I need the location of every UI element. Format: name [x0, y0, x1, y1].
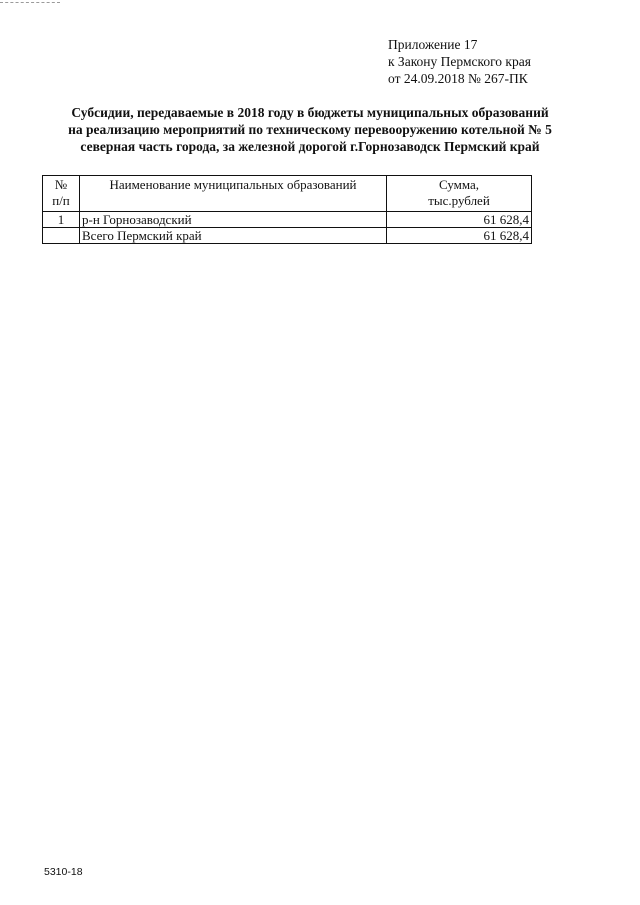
subsidy-table	[42, 175, 532, 244]
header-sum-line-2: тыс.рублей	[428, 193, 490, 208]
total-sum: 61 628,4	[387, 228, 532, 244]
header-number-line-1: №	[54, 177, 68, 192]
row-sum: 61 628,4	[387, 212, 532, 228]
document-code: 5310-18	[44, 866, 83, 878]
header-municipality-name: Наименование муниципальных образований	[80, 176, 387, 212]
appendix-law-reference: к Закону Пермского края	[388, 54, 531, 69]
title-line-1: Субсидии, передаваемые в 2018 году в бюджеты муниципальных образований	[71, 105, 549, 120]
table-body	[43, 212, 532, 244]
document-title	[40, 104, 580, 155]
appendix-block	[388, 36, 531, 87]
row-number: 1	[43, 212, 80, 228]
header-sum-line-1: Сумма,	[438, 177, 480, 192]
header-sum	[387, 176, 532, 212]
row-municipality-name: р-н Горнозаводский	[80, 212, 387, 228]
title-line-3: северная часть города, за железной дорогой г.Горнозаводск Пермский край	[80, 139, 540, 154]
appendix-law-date-number: от 24.09.2018 № 267-ПК	[388, 71, 528, 86]
scan-artifact-line	[0, 2, 60, 5]
total-label: Всего Пермский край	[80, 228, 387, 244]
table-total-row	[43, 228, 532, 244]
header-number-line-2: п/п	[52, 193, 70, 208]
table-row	[43, 212, 532, 228]
total-number	[43, 228, 80, 244]
title-line-2: на реализацию мероприятий по техническому перевооружению котельной № 5	[68, 122, 552, 137]
appendix-number: Приложение 17	[388, 37, 478, 52]
header-number	[43, 176, 80, 212]
table-header-row	[43, 176, 532, 212]
table-header	[43, 176, 532, 212]
